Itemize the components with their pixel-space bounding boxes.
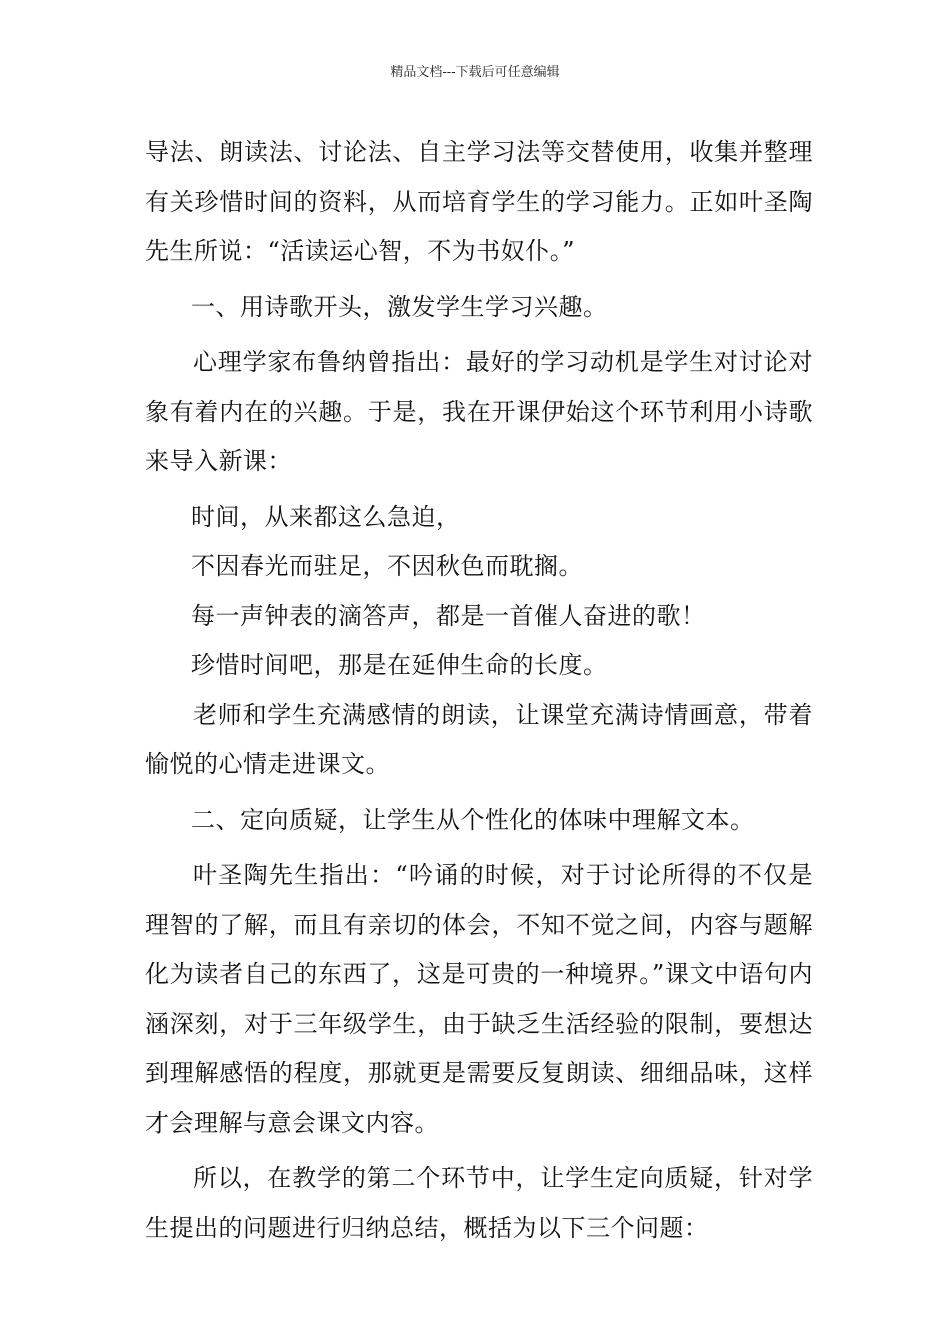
section-heading-1: 一、用诗歌开头，激发学生学习兴趣。 — [191, 292, 608, 321]
poem-line-4: 珍惜时间吧，那是在延伸生命的长度。 — [191, 651, 608, 679]
page-header: 精品文档---下载后可任意编辑 — [390, 65, 560, 80]
paragraph-ye-shengtao: 叶圣陶先生指出：“吟诵的时候，对于讨论所得的不仅是理智的了解，而且有亲切的体会，不知不觉之间，内容与题解化为读者自己的东西了，这是可贵的一种境界。”课文中语句内涵深刻，对于三年级学生，由于缺乏生活经验的限制，要想达到理解感悟的程度，那就更是需要反复朗读、细细品味，这样才会理解与意会课文内容。 — [145, 861, 813, 1137]
paragraph-bruner: 心理学家布鲁纳曾指出：最好的学习动机是学生对讨论对象有着内在的兴趣。于是，我在开课伊始这个环节利用小诗歌来导入新课： — [145, 348, 813, 475]
section-heading-2: 二、定向质疑，让学生从个性化的体味中理解文本。 — [191, 805, 755, 834]
poem-line-1: 时间，从来都这么急迫， — [191, 502, 461, 531]
poem-line-2: 不因春光而驻足，不因秋色而耽搁。 — [191, 552, 583, 580]
paragraph-second-step: 所以，在教学的第二个环节中，让学生定向质疑，针对学生提出的问题进行归纳总结，概括为以下三个问题： — [145, 1164, 813, 1242]
paragraph-reading: 老师和学生充满感情的朗读，让课堂充满诗情画意，带着愉悦的心情走进课文。 — [145, 700, 813, 778]
document-body — [145, 128, 813, 1253]
poem-line-3: 每一声钟表的滴答声，都是一首催人奋进的歌！ — [191, 601, 706, 630]
paragraph-continuation: 导法、朗读法、讨论法、自主学习法等交替使用，收集并整理有关珍惜时间的资料，从而培育学生的学习能力。正如叶圣陶先生所说：“活读运心智，不为书奴仆。” — [145, 138, 813, 265]
